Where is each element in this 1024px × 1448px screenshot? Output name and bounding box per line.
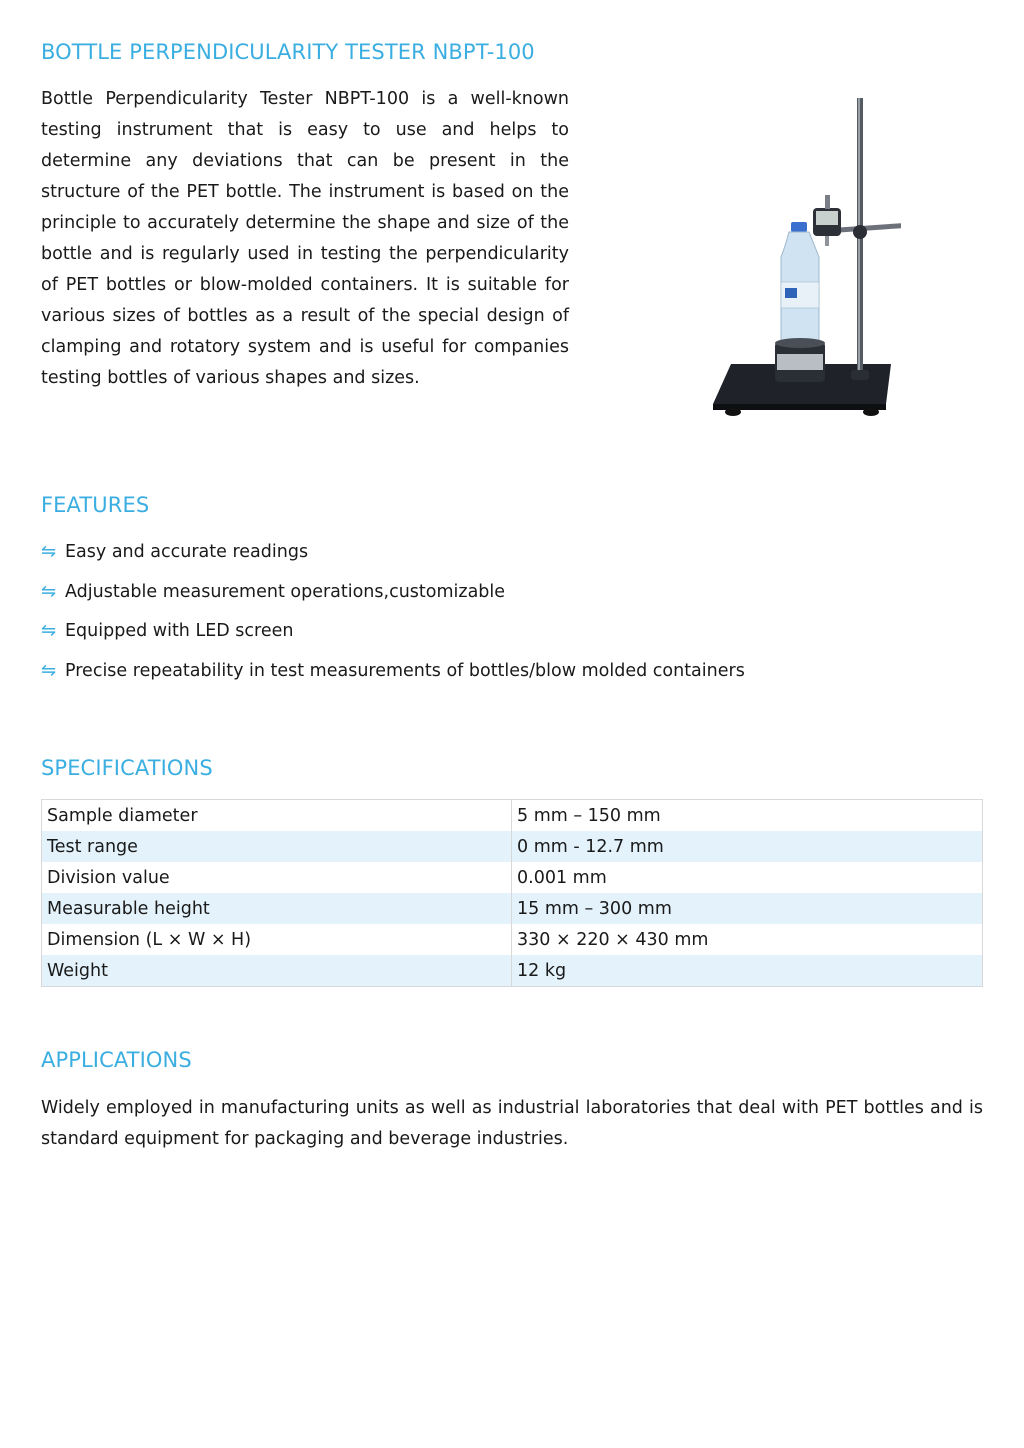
spec-label: Dimension (L × W × H): [42, 924, 512, 955]
spec-label: Test range: [42, 831, 512, 862]
swap-arrows-icon: ⇋: [41, 620, 57, 641]
table-row: [42, 800, 983, 832]
spec-value: 15 mm – 300 mm: [512, 893, 983, 924]
feature-text: Equipped with LED screen: [65, 621, 294, 641]
feature-text: Easy and accurate readings: [65, 542, 309, 562]
spec-label: Measurable height: [42, 893, 512, 924]
feature-text: Precise repeatability in test measurements of bottles/blow molded containers: [65, 660, 745, 681]
spec-value: 330 × 220 × 430 mm: [512, 924, 983, 955]
intro-paragraph: Bottle Perpendicularity Tester NBPT-100 is a well-known testing instrument that is easy to use and helps to determine any deviations that can be present in the structure of the PET bottle. The instrument is based on the principle to accurately determine the shape and size of the bottle and is regularly used in testing the perpendicularity of PET bottles or blow-molded containers. It is suitable for various sizes of bottles as a result of the special design of clamping and rotatory system and is useful for companies testing bottles of various shapes and sizes.: [41, 89, 569, 388]
features-list: [41, 537, 745, 695]
spec-value: 12 kg: [512, 955, 983, 987]
swap-arrows-icon: ⇋: [41, 580, 57, 602]
specifications-table: [41, 799, 983, 987]
applications-heading: APPLICATIONS: [41, 1048, 192, 1072]
feature-text: Adjustable measurement operations,customizable: [65, 581, 506, 602]
table-row: [42, 862, 983, 893]
applications-paragraph: Widely employed in manufacturing units as well as industrial laboratories that deal with PET bottles and is standard equipment for packaging and beverage industries.: [41, 1098, 983, 1149]
list-item: [41, 616, 745, 656]
table-row: [42, 924, 983, 955]
spec-label: Sample diameter: [42, 800, 512, 832]
table-row: [42, 831, 983, 862]
table-row: [42, 893, 983, 924]
spec-label: Weight: [42, 955, 512, 987]
swap-arrows-icon: ⇋: [41, 659, 57, 681]
specifications-heading: SPECIFICATIONS: [41, 756, 213, 780]
spec-value: 0 mm - 12.7 mm: [512, 831, 983, 862]
list-item: [41, 656, 745, 696]
list-item: [41, 577, 745, 617]
features-heading: FEATURES: [41, 493, 150, 517]
swap-arrows-icon: ⇋: [41, 541, 57, 562]
table-row: [42, 955, 983, 987]
product-image: [701, 92, 901, 422]
spec-value: 0.001 mm: [512, 862, 983, 893]
spec-value: 5 mm – 150 mm: [512, 800, 983, 832]
list-item: [41, 537, 745, 577]
page-title: BOTTLE PERPENDICULARITY TESTER NBPT-100: [41, 40, 535, 64]
spec-label: Division value: [42, 862, 512, 893]
